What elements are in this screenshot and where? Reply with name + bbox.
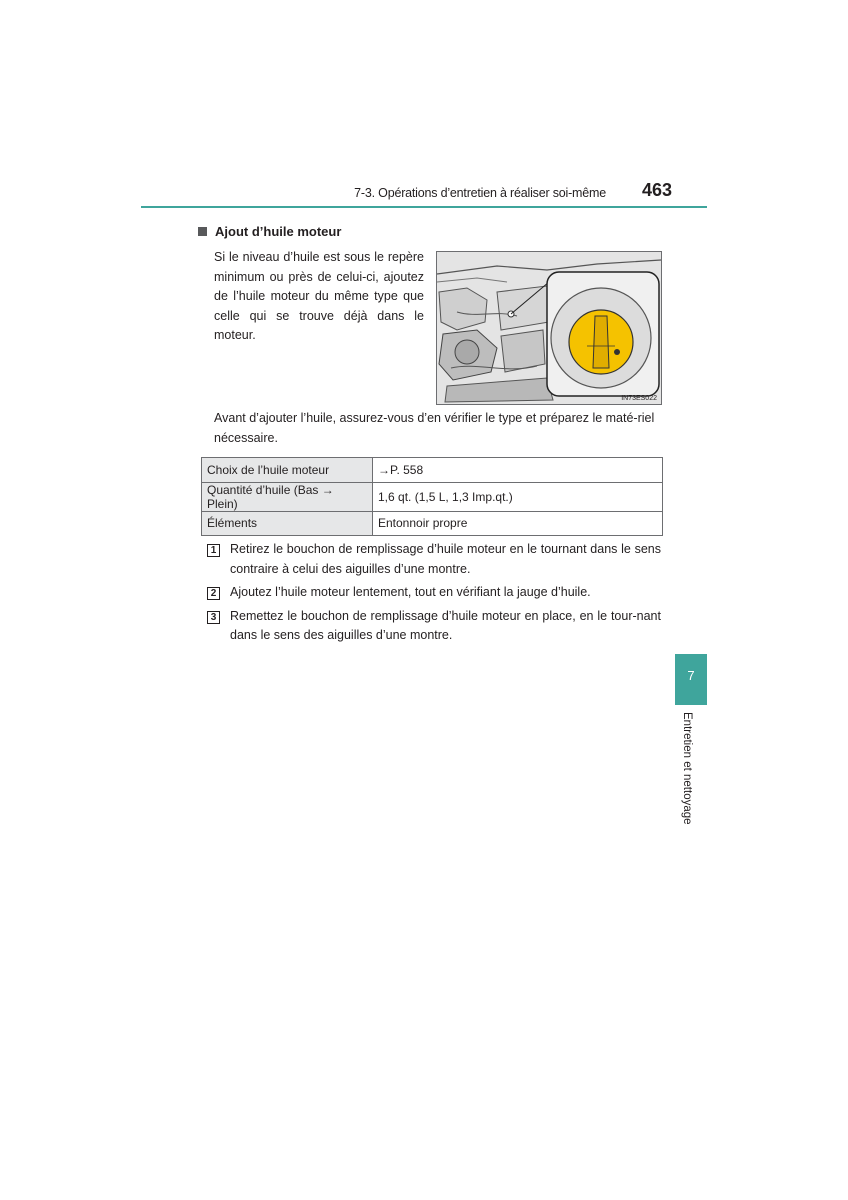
oil-spec-table <box>201 457 663 536</box>
step-text: Remettez le bouchon de remplissage d’huile moteur en place, en le tour-nant dans le sens des aiguilles d’une montre. <box>230 608 661 642</box>
square-bullet-icon <box>198 227 207 236</box>
table-row <box>202 482 663 511</box>
step-text: Ajoutez l’huile moteur lentement, tout en vérifiant la jauge d’huile. <box>230 585 591 599</box>
step-list <box>207 540 661 650</box>
step-item <box>207 583 661 603</box>
preparation-paragraph: Avant d’ajouter l’huile, assurez-vous d’en vérifier le type et préparez le maté-riel nécessaire. <box>214 411 655 445</box>
step-item <box>207 607 661 646</box>
figure-code: IN73ES022 <box>621 395 657 402</box>
engine-oil-cap-illustration <box>436 251 662 405</box>
step-number-badge: 2 <box>207 587 220 600</box>
chapter-tab: 7 <box>675 654 707 705</box>
table-cell-value: Entonnoir propre <box>373 511 663 536</box>
step-number-badge: 3 <box>207 611 220 624</box>
step-number-badge: 1 <box>207 544 220 557</box>
header-section-title: 7-3. Opérations d’entretien à réaliser soi-même <box>354 186 606 200</box>
page-number: 463 <box>641 180 672 200</box>
table-cell-label: Éléments <box>202 511 373 536</box>
chapter-title: Entretien et nettoyage <box>681 712 693 825</box>
section-heading <box>198 224 341 239</box>
table-row <box>202 511 663 536</box>
header-rule <box>141 206 707 208</box>
engine-bay-drawing <box>437 252 661 404</box>
step-item <box>207 540 661 579</box>
table-row <box>202 458 663 483</box>
table-cell-label: Choix de l’huile moteur <box>202 458 373 483</box>
table-cell-value: 1,6 qt. (1,5 L, 1,3 Imp.qt.) <box>373 482 663 511</box>
step-text: Retirez le bouchon de remplissage d’huile moteur en le tournant dans le sens contraire à celui des aiguilles d’une montre. <box>230 542 661 576</box>
section-heading-text: Ajout d’huile moteur <box>215 224 342 239</box>
intro-paragraph: Si le niveau d’huile est sous le repère minimum ou près de celui-ci, ajoutez de l’huile moteur du même type que celle qui se trouve déjà dans le moteur. <box>214 250 424 342</box>
table-cell-value: →P. 558 <box>373 458 663 483</box>
table-cell-label: Quantité d’huile (Bas → Plein) <box>202 482 373 511</box>
